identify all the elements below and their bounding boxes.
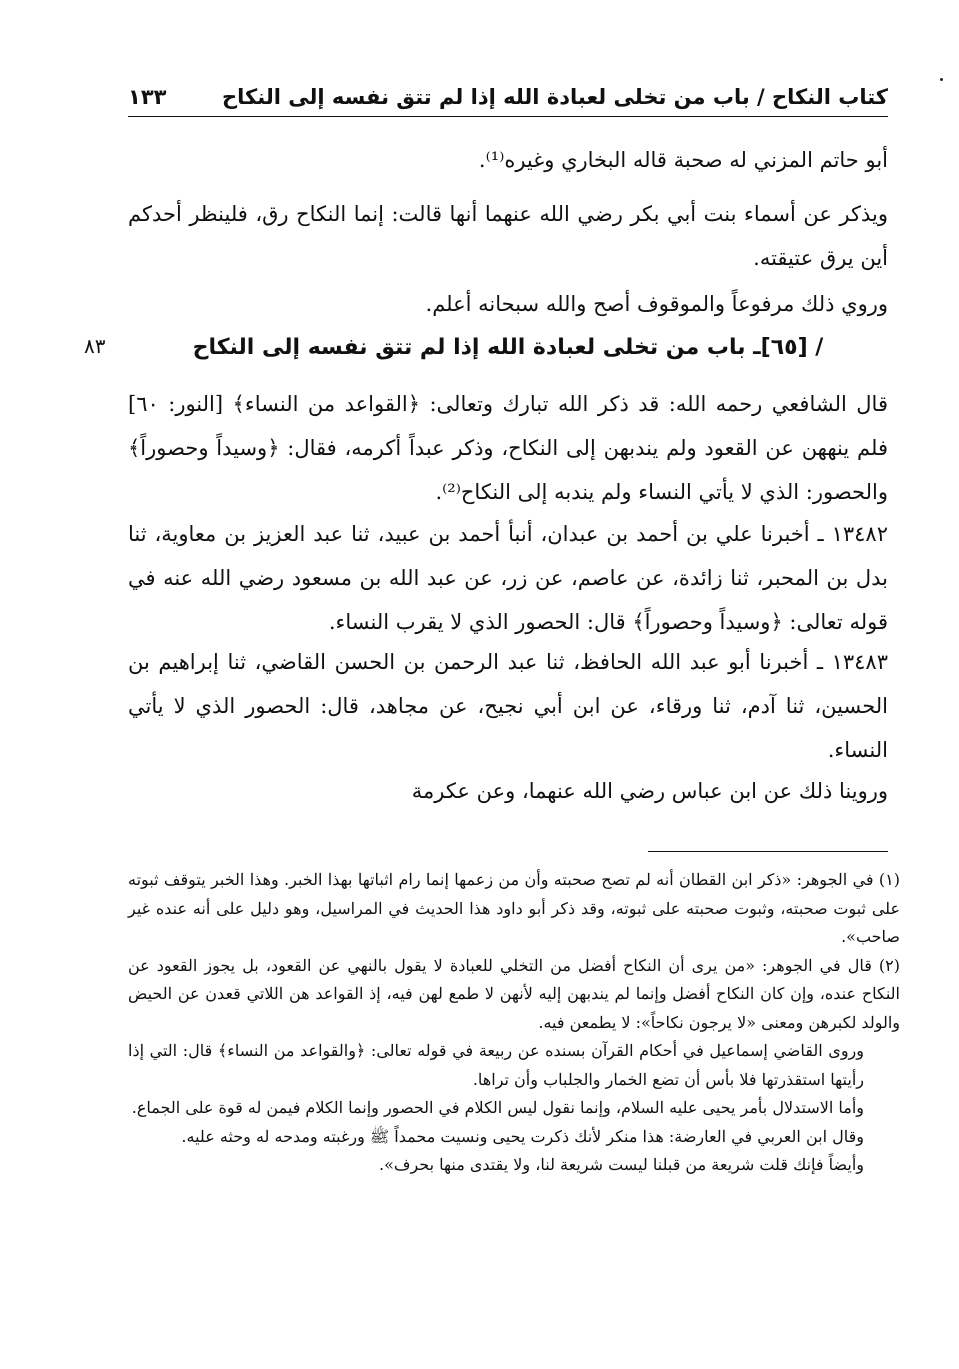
footnote-2-ibn-arabi: وقال ابن العربي في العارضة: هذا منكر لأنك ذكرت يحيى ونسيت محمداً ﷺ ورغبته ومدحه له وحثه عليه. bbox=[181, 1126, 864, 1146]
footnote-2-istidlal: وأما الاستدلال بأمر يحيى عليه السلام، وإنما نقول ليس الكلام في الحصور وإنما الكلام فيمن له قوة على الجماع. bbox=[131, 1098, 864, 1117]
footnote-2-ismail: وروى القاضي إسماعيل في أحكام القرآن بسنده عن ربيعة في قوله تعالى: ﴿والقواعد من النساء﴾ قال: التي إذا رأيتها استقذرتها فلا بأس أن تضع الخمار والجلباب وأن تراها. bbox=[128, 1041, 864, 1089]
hadith-13482: ١٣٤٨٢ ـ أخبرنا علي بن أحمد بن عبدان، أنبأ أحمد بن عبيد، ثنا عبد العزيز بن معاوية، ثنا بدل بن المحبر، ثنا زائدة، عن عاصم، عن زر، عن عبد الله بن مسعود رضي الله عنه في قوله تعالى: ﴿وسيداً وحصوراً﴾ قال: الحصور الذي لا يقرب النساء. bbox=[128, 522, 888, 634]
page-number: ١٣٣ bbox=[128, 78, 178, 116]
paragraph-asma: ويذكر عن أسماء بنت أبي بكر رضي الله عنهما أنها قالت: إنما النكاح رق، فلينظر أحدكم أين يرق عتيقته. bbox=[128, 202, 888, 270]
margin-number: ٨٣ bbox=[84, 334, 106, 358]
hadith-13483: ١٣٤٨٣ ـ أخبرنا أبو عبد الله الحافظ، ثنا عبد الرحمن بن الحسن القاضي، ثنا إبراهيم بن الحسين، ثنا آدم، ثنا ورقاء، عن ابن أبي نجيح، عن مجاهد، قال: الحصور الذي لا يأتي النساء. bbox=[128, 650, 888, 762]
footnote-2-shariah: وأيضاً فإنك قلت شريعة من قبلنا ليست شريعة لنا، ولا يقتدى منها بحرف». bbox=[378, 1155, 864, 1174]
paragraph-shafii: قال الشافعي رحمه الله: قد ذكر الله تبارك وتعالى: ﴿القواعد من النساء﴾ [النور: ٦٠] فلم ينههن عن القعود ولم يندبهن إلى النكاح، وذكر عبداً أكرمه، فقال: ﴿وسيداً وحصوراً﴾ والحصور: الذي لا يأتي النساء ولم يندبه إلى النكاح⁽²⁾. bbox=[128, 392, 888, 504]
footnote-1: (١) في الجوهر: «ذكر ابن القطان أنه لم تصح صحبته وأن من زعمها إنما رام اثباتها بهذا الخبر. وهذا الخبر يتوقف ثبوته على ثبوت صحبته، وثبوت صحبته على ثبوته، وقد ذكر أبو داود هذا الحديث في المراسيل، وهو دليل على أنه عنده غير صاحب». bbox=[128, 870, 901, 946]
running-title: كتاب النكاح / باب من تخلى لعبادة الله إذا لم تتق نفسه إلى النكاح bbox=[208, 78, 888, 116]
footnote-2: (٢) قال في الجوهر: «من يرى أن النكاح أفضل من التخلي للعبادة لا يقول بالنهي عن القعود، بل يجوز القعود عن النكاح عنده، وإن كان النكاح أفضل وإنما لم يندبهن إليه لأنهن لا طمع لهن فيه، إذ القواعد هن اللاتي قعدن عن الحيض والولد لكبرهن ومعنى «لا يرجون نكاحاً»: لا يطمعن فيه. bbox=[128, 955, 901, 1032]
footnote-rule bbox=[648, 851, 888, 852]
running-header bbox=[128, 76, 888, 117]
paragraph-ibn-abbas: وروينا ذلك عن ابن عباس رضي الله عنهما، وعن عكرمة bbox=[411, 779, 888, 803]
footnotes bbox=[128, 866, 900, 1180]
paragraph-abu-hatim: أبو حاتم المزني له صحبة قاله البخاري وغيره⁽¹⁾. bbox=[478, 148, 888, 172]
corner-dot bbox=[940, 78, 943, 81]
section-heading: / [٦٥]ـ باب من تخلى لعبادة الله إذا لم تتق نفسه إلى النكاح bbox=[192, 335, 824, 360]
paragraph-marfu: وروي ذلك مرفوعاً والموقوف أصح والله سبحانه أعلم. bbox=[425, 292, 888, 316]
